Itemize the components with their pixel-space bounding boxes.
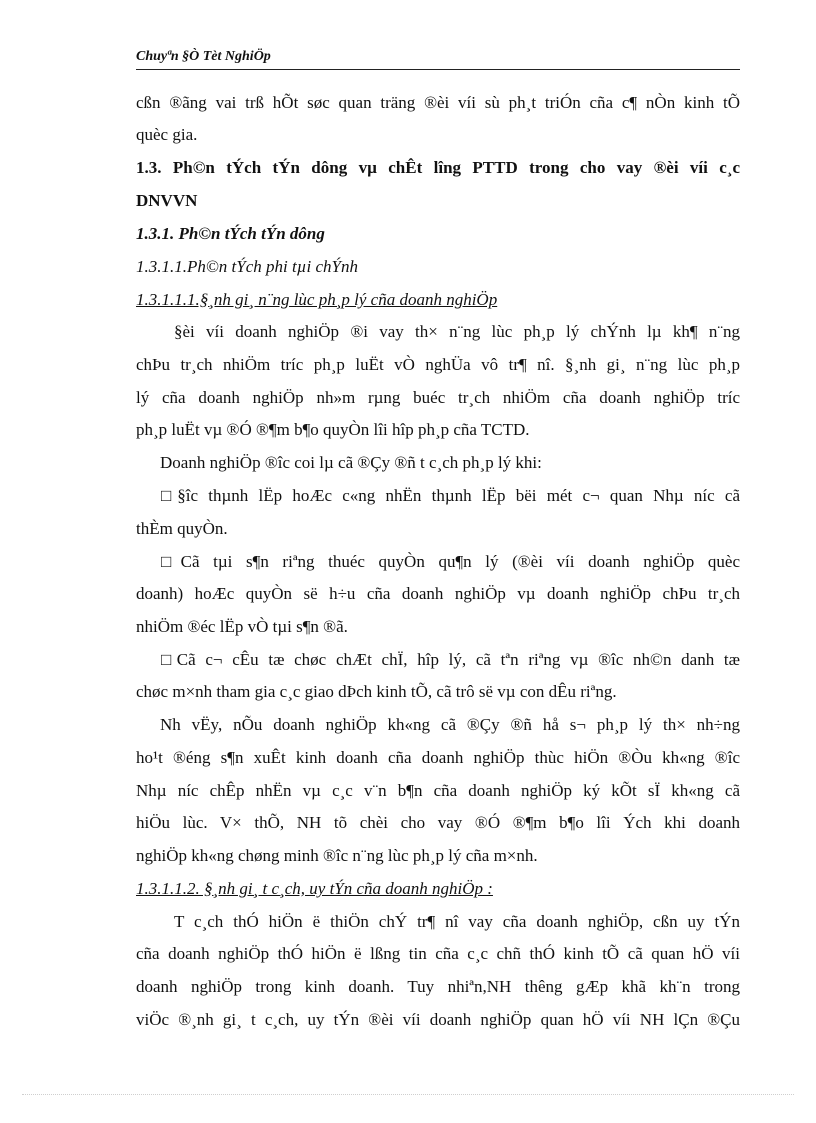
body-line: lý cña doanh nghiÖp nh»m rµng buéc tr¸ch nhiÖm cña doanh nghiÖp tríc [136,388,740,407]
section-heading: DNVVN [136,191,198,210]
body-line: cña doanh nghiÖp thÓ hiÖn ë lßng tin cña c¸c chñ thÓ kinh tÕ cã quan hÖ víi [136,944,740,963]
bullet-item: □§îc thµnh lËp hoÆc c«ng nhËn thµnh lËp bëi mét c¬ quan Nhµ níc cã [161,486,740,505]
body-line: quèc gia. [136,125,198,144]
body-line: Nh vËy, nÕu doanh nghiÖp kh«ng cã ®Çy ®ñ hå s¬ ph¸p lý th× nh÷ng [160,715,740,734]
body-line: doanh) hoÆc quyÒn së h÷u cña doanh nghiÖp vµ doanh nghiÖp chÞu tr¸ch [136,584,740,603]
body-line: thÈm quyÒn. [136,519,228,538]
bullet-item: □Cã tµi s¶n riªng thuéc quyÒn qu¶n lý (®èi víi doanh nghiÖp quèc [161,552,740,571]
body-line: ho¹t ®éng s¶n xuÊt kinh doanh cña doanh nghiÖp thùc hiÖn ®Òu kh«ng ®îc [136,748,740,767]
header-title: Chuyªn §Ò Tèt NghiÖp [136,49,271,64]
topic-heading: 1.3.1.1.1.§¸nh gi¸ n¨ng lùc ph¸p lý cña doanh nghiÖp [136,290,498,309]
body-line: ph¸p luËt vµ ®Ó ®¶m b¶o quyÒn lîi hîp ph¸p cña TCTD. [136,420,530,439]
bullet-icon: □ [161,486,178,505]
topic-heading: 1.3.1.1.2. §¸nh gi¸ t c¸ch, uy tÝn cña doanh nghiÖp : [136,879,493,898]
page-header [136,49,740,70]
bullet-icon: □ [161,552,181,571]
body-line: T c¸ch thÓ hiÖn ë thiÖn chÝ tr¶ nî vay cña doanh nghiÖp, cßn uy tÝn [174,912,740,931]
section-heading: 1.3. Ph©n tÝch tÝn dông vµ chÊt lîng PTTD trong cho vay ®èi víi c¸c [136,158,740,177]
body-line: chøc m×nh tham gia c¸c giao dÞch kinh tÕ, cã trô së vµ con dÊu riªng. [136,682,617,701]
bullet-item: □Cã c¬ cÊu tæ chøc chÆt chÏ, hîp lý, cã tªn riªng vµ ®îc nh©n danh tæ [161,650,740,669]
body-line: chÞu tr¸ch nhiÖm tríc ph¸p luËt vÒ nghÜa vô tr¶ nî. §¸nh gi¸ n¨ng lùc ph¸p [136,355,740,374]
subsubsection-heading: 1.3.1.1.Ph©n tÝch phi tµi chÝnh [136,257,358,276]
bullet-icon: □ [161,650,177,669]
body-line: hiÖu lùc. V× thÕ, NH tõ chèi cho vay ®Ó ®¶m b¶o lîi Ých khi doanh [136,813,740,832]
body-line: viÖc ®¸nh gi¸ t c¸ch, uy tÝn ®èi víi doanh nghiÖp quan hÖ víi NH lÇn ®Çu [136,1010,740,1029]
body-line: nhiÖm ®éc lËp vÒ tµi s¶n ®ã. [136,617,348,636]
body-line: nghiÖp kh«ng chøng minh ®îc n¨ng lùc ph¸p lý cña m×nh. [136,846,538,865]
body-line: doanh nghiÖp trong kinh doanh. Tuy nhiªn,NH thêng gÆp khã kh¨n trong [136,977,740,996]
body-line: cßn ®ãng vai trß hÕt søc quan träng ®èi víi sù ph¸t triÓn cña c¶ nÒn kinh tÕ [136,93,740,112]
subsection-heading: 1.3.1. Ph©n tÝch tÝn dông [136,224,325,243]
page-bottom-divider [22,1094,794,1095]
body-line: §èi víi doanh nghiÖp ®i vay th× n¨ng lùc ph¸p lý chÝnh lµ kh¶ n¨ng [174,322,740,341]
body-line: Nhµ níc chÊp nhËn vµ c¸c v¨n b¶n cña doanh nghiÖp ký kÕt sÏ kh«ng cã [136,781,740,800]
body-line: Doanh nghiÖp ®îc coi lµ cã ®Çy ®ñ t c¸ch ph¸p lý khi: [160,453,542,472]
